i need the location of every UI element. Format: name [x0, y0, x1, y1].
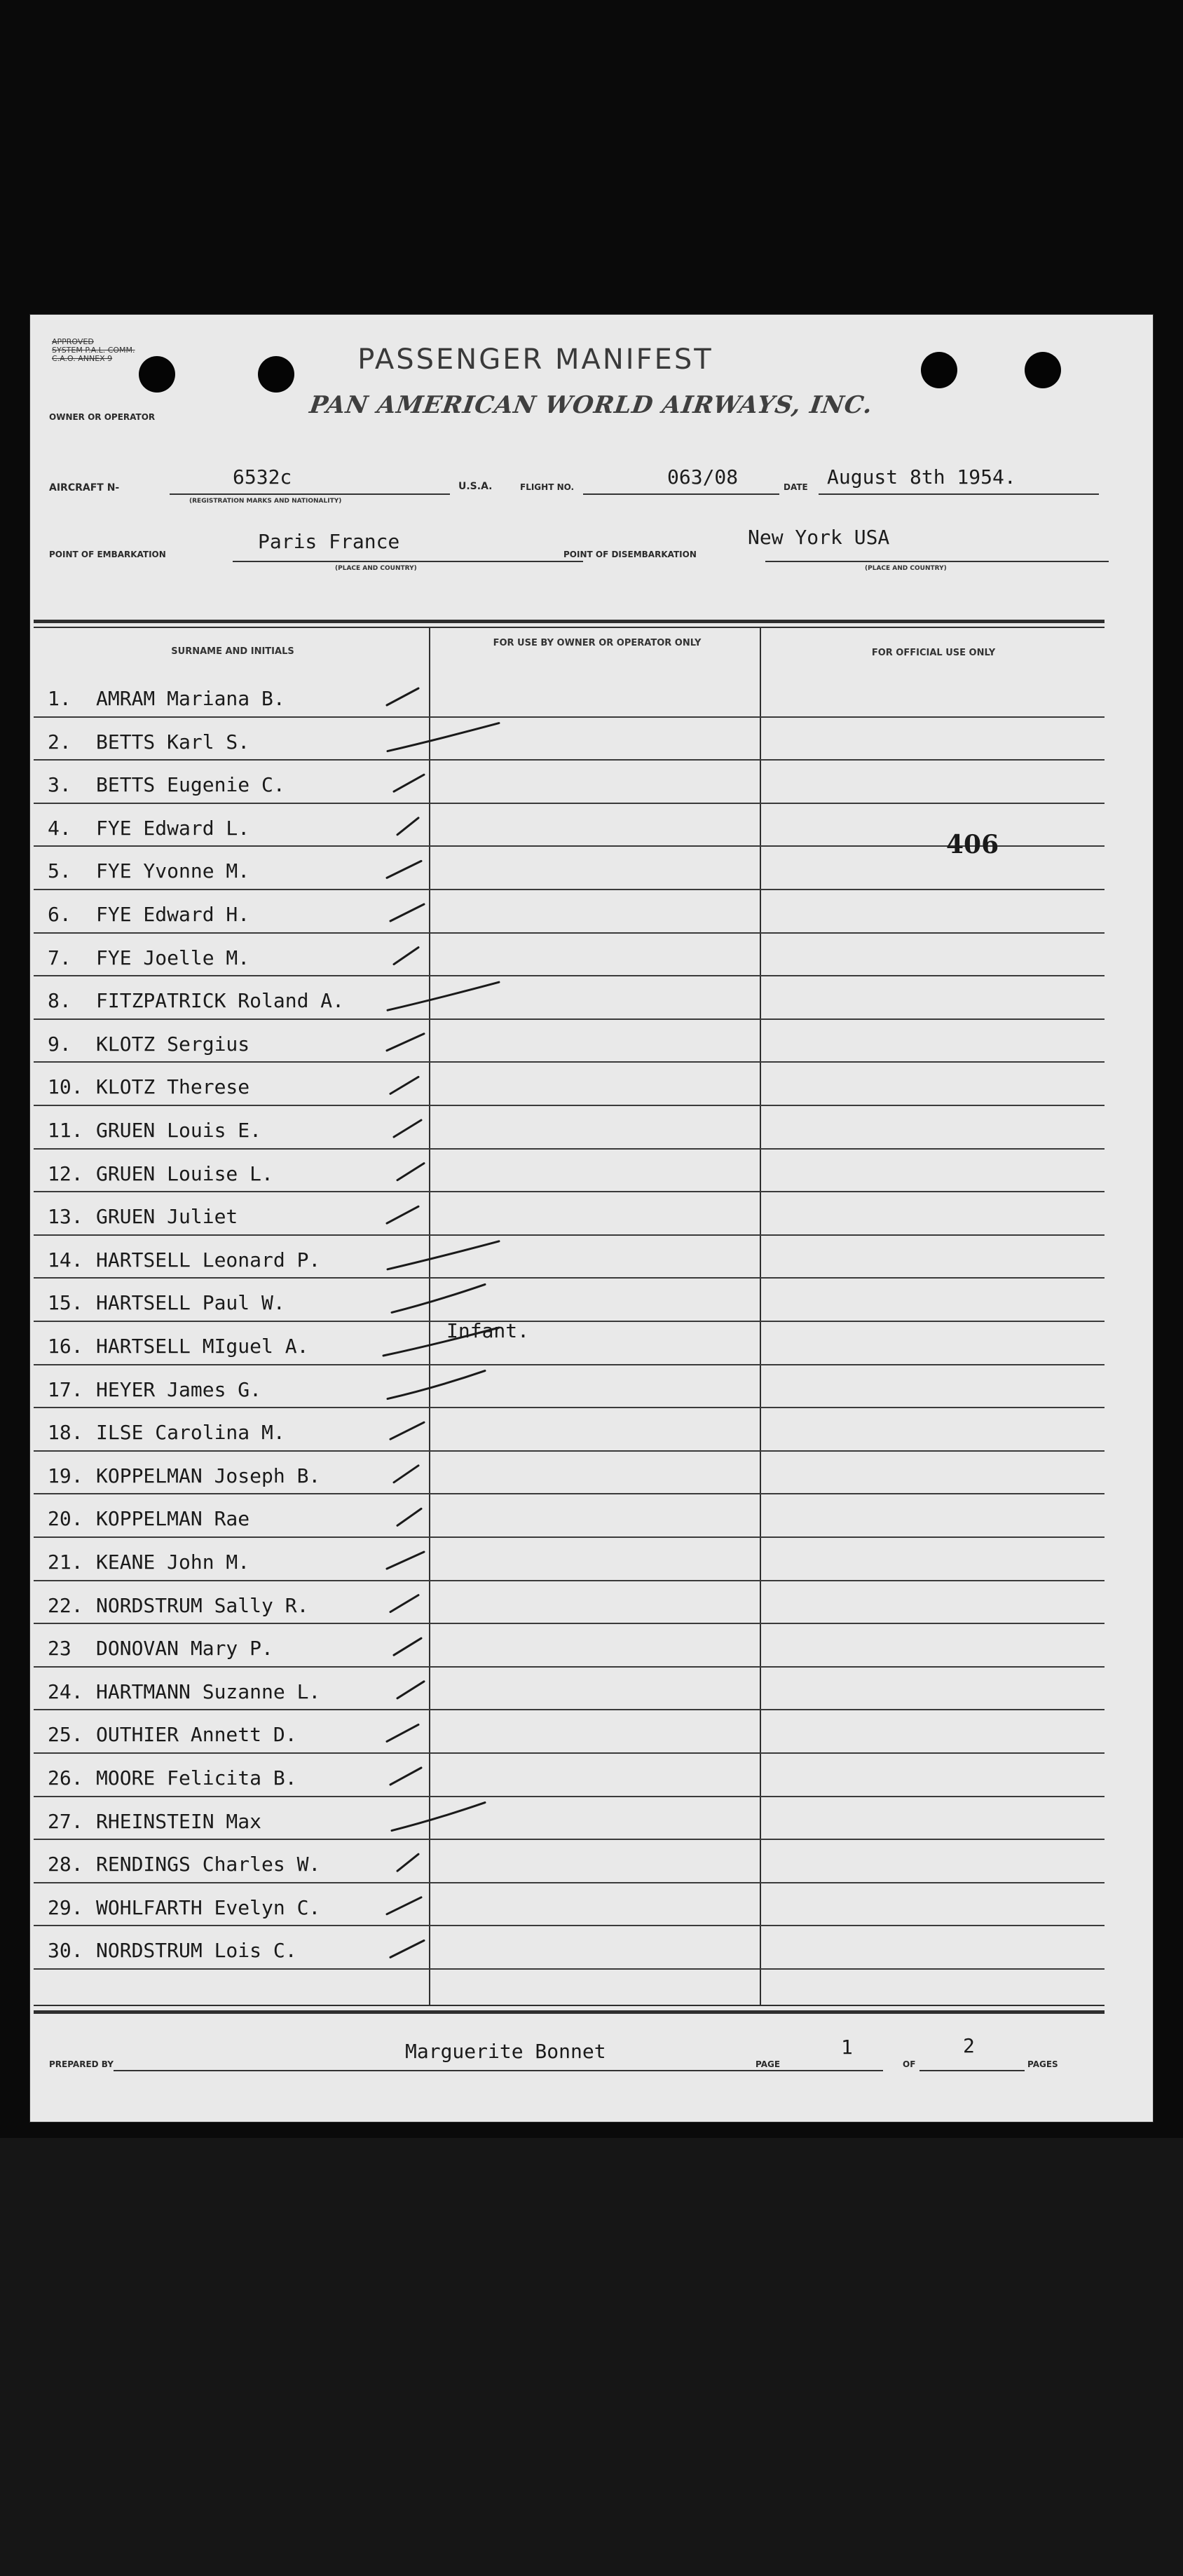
passenger-name: KLOTZ Sergius	[96, 1032, 250, 1056]
row-number: 12.	[48, 1161, 83, 1185]
manifest-document	[29, 314, 1154, 2122]
row-number: 1.	[48, 687, 71, 710]
passenger-name: RHEINSTEIN Max	[96, 1809, 262, 1833]
airline-name: PAN AMERICAN WORLD AIRWAYS, INC.	[308, 391, 875, 419]
embarkation-label: POINT OF EMBARKATION	[49, 550, 166, 559]
check-mark	[392, 1803, 485, 1831]
row-number: 7.	[48, 946, 71, 969]
scanner-background	[0, 2138, 1183, 2576]
handwritten-check-marks	[29, 314, 1154, 2122]
passenger-name: WOHLFARTH Evelyn C.	[96, 1895, 321, 1919]
passenger-name: GRUEN Louise L.	[96, 1161, 273, 1185]
check-mark	[397, 818, 418, 835]
passenger-name: HARTSELL MIguel A.	[96, 1335, 309, 1358]
row-number: 6.	[48, 903, 71, 926]
disembarkation-value: New York USA	[748, 526, 890, 549]
page-number: 1	[841, 2036, 853, 2059]
check-mark	[387, 1724, 418, 1741]
passenger-name: BETTS Karl S.	[96, 730, 250, 754]
approval-note: APPROVED SYSTEM P.A.L. COMM. C.A.O. ANNEX 9	[52, 337, 135, 363]
row-number: 19.	[48, 1464, 83, 1487]
aircraft-label: AIRCRAFT N-	[49, 482, 120, 493]
column-header-surname: SURNAME AND INITIALS	[171, 646, 294, 657]
check-mark	[383, 1328, 499, 1356]
passenger-name: RENDINGS Charles W.	[96, 1853, 321, 1876]
check-mark	[387, 688, 418, 705]
check-mark	[394, 1120, 421, 1137]
row-number: 4.	[48, 816, 71, 840]
check-mark	[387, 1897, 421, 1914]
check-mark	[390, 1595, 418, 1612]
date-label: DATE	[784, 482, 808, 492]
column-header-owner: FOR USE BY OWNER OR OPERATOR ONLY	[493, 638, 702, 648]
of-label: OF	[903, 2059, 916, 2069]
row-number: 21.	[48, 1551, 83, 1574]
row-number: 30.	[48, 1939, 83, 1963]
row-number: 11.	[48, 1119, 83, 1142]
passenger-name: KOPPELMAN Rae	[96, 1507, 250, 1531]
place-note: (PLACE AND COUNTRY)	[865, 565, 947, 572]
registration-note: (REGISTRATION MARKS AND NATIONALITY)	[189, 498, 342, 505]
place-note: (PLACE AND COUNTRY)	[335, 565, 417, 572]
passenger-name: KLOTZ Therese	[96, 1075, 250, 1099]
aircraft-value: 6532c	[233, 465, 292, 489]
column-header-official: FOR OFFICIAL USE ONLY	[871, 648, 996, 658]
passenger-name: FYE Yvonne M.	[96, 859, 250, 883]
passenger-name: KEANE John M.	[96, 1551, 250, 1574]
check-mark	[397, 1854, 418, 1871]
check-mark	[390, 1940, 424, 1957]
passenger-name: FITZPATRICK Roland A.	[96, 989, 345, 1013]
passenger-name: HARTMANN Suzanne L.	[96, 1679, 321, 1703]
check-mark	[388, 982, 499, 1010]
row-number: 22.	[48, 1593, 83, 1617]
owner-label: OWNER OR OPERATOR	[49, 412, 156, 422]
check-mark	[387, 1552, 424, 1569]
row-number: 10.	[48, 1075, 83, 1099]
embarkation-value: Paris France	[258, 530, 400, 553]
passenger-name: DONOVAN Mary P.	[96, 1637, 273, 1661]
row-number: 25.	[48, 1723, 83, 1747]
passenger-name: HARTSELL Leonard P.	[96, 1248, 321, 1272]
row-number: 28.	[48, 1853, 83, 1876]
page-total: 2	[963, 2034, 975, 2057]
infant-note: Infant.	[446, 1319, 530, 1342]
passenger-name: HARTSELL Paul W.	[96, 1291, 285, 1315]
row-number: 27.	[48, 1809, 83, 1833]
passenger-name: FYE Edward H.	[96, 903, 250, 926]
passenger-name: HEYER James G.	[96, 1377, 262, 1401]
row-number: 29.	[48, 1895, 83, 1919]
check-mark	[392, 1284, 485, 1312]
pages-label: PAGES	[1027, 2059, 1058, 2069]
passenger-name: GRUEN Juliet	[96, 1205, 238, 1229]
passenger-name: AMRAM Mariana B.	[96, 687, 285, 710]
check-mark	[388, 1371, 485, 1399]
check-mark	[390, 904, 424, 921]
check-mark	[394, 1638, 421, 1655]
passenger-name: ILSE Carolina M.	[96, 1421, 285, 1445]
row-number: 14.	[48, 1248, 83, 1272]
check-mark	[388, 1241, 499, 1269]
passenger-name: NORDSTRUM Sally R.	[96, 1593, 309, 1617]
check-mark	[390, 1768, 421, 1785]
row-number: 9.	[48, 1032, 71, 1056]
check-mark	[394, 1466, 418, 1483]
prepared-by-value: Marguerite Bonnet	[405, 2040, 606, 2063]
disembarkation-label: POINT OF DISEMBARKATION	[563, 550, 697, 559]
check-mark	[390, 1422, 424, 1439]
passenger-name: OUTHIER Annett D.	[96, 1723, 297, 1747]
row-number: 26.	[48, 1766, 83, 1790]
row-number: 15.	[48, 1291, 83, 1315]
row-number: 24.	[48, 1679, 83, 1703]
passenger-name: BETTS Eugenie C.	[96, 773, 285, 797]
check-mark	[394, 775, 424, 791]
check-mark	[390, 1077, 418, 1093]
row-number: 8.	[48, 989, 71, 1013]
flight-date: August 8th 1954.	[827, 465, 1016, 489]
usa-label: U.S.A.	[458, 481, 493, 492]
row-number: 5.	[48, 859, 71, 883]
flight-number: 063/08	[667, 465, 739, 489]
row-number: 23	[48, 1637, 71, 1661]
row-number: 13.	[48, 1205, 83, 1229]
passenger-name: FYE Edward L.	[96, 816, 250, 840]
check-mark	[388, 723, 499, 751]
check-mark	[387, 1034, 424, 1051]
check-mark	[394, 948, 418, 965]
row-number: 3.	[48, 773, 71, 797]
passenger-name: KOPPELMAN Joseph B.	[96, 1464, 321, 1487]
passenger-name: NORDSTRUM Lois C.	[96, 1939, 297, 1963]
check-mark	[397, 1682, 424, 1698]
prepared-by-label: PREPARED BY	[49, 2059, 114, 2069]
check-mark	[387, 861, 421, 878]
passenger-name: MOORE Felicita B.	[96, 1766, 297, 1790]
check-mark	[387, 1206, 418, 1223]
form-title: PASSENGER MANIFEST	[357, 343, 713, 376]
check-mark	[397, 1508, 421, 1525]
row-number: 16.	[48, 1335, 83, 1358]
page-label: PAGE	[755, 2059, 781, 2069]
row-number: 18.	[48, 1421, 83, 1445]
passenger-name: GRUEN Louis E.	[96, 1119, 262, 1142]
flight-label: FLIGHT NO.	[520, 482, 575, 492]
official-stamp-number: 406	[946, 830, 999, 859]
row-number: 17.	[48, 1377, 83, 1401]
row-number: 20.	[48, 1507, 83, 1531]
passenger-name: FYE Joelle M.	[96, 946, 250, 969]
check-mark	[397, 1164, 424, 1180]
row-number: 2.	[48, 730, 71, 754]
